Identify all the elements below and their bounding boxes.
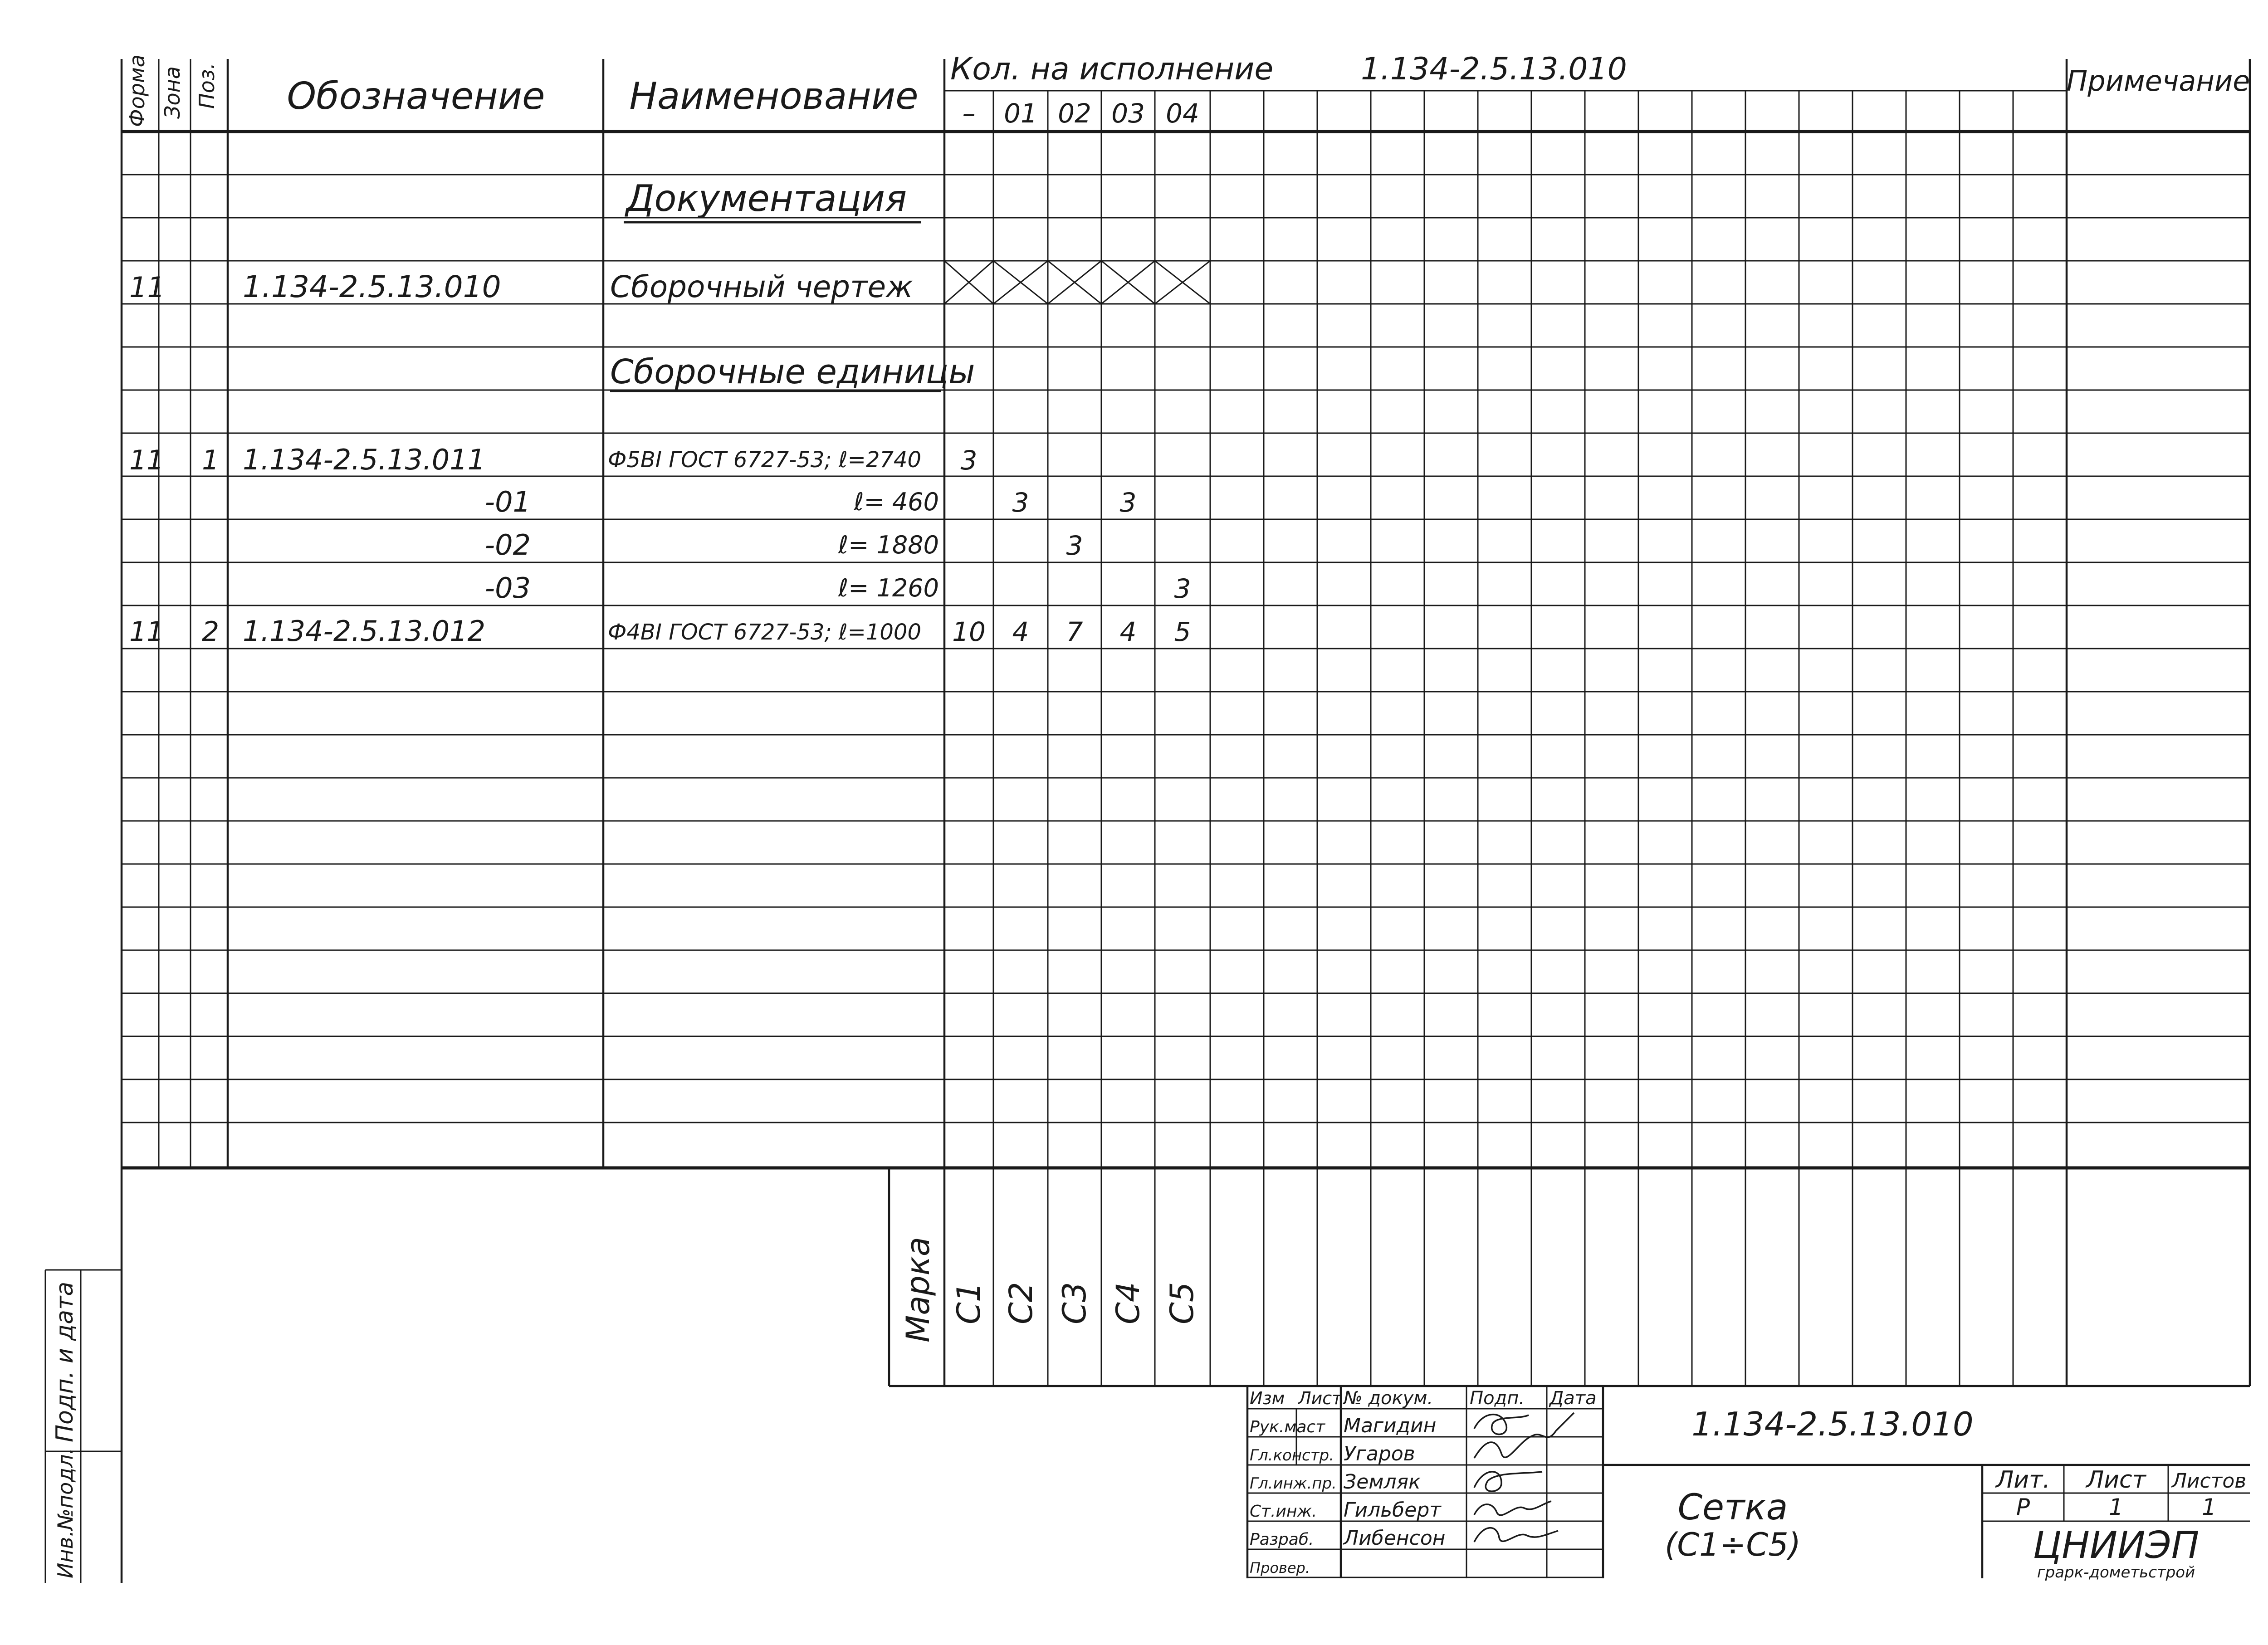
marka-c1: С1 xyxy=(950,1282,987,1324)
marka-c3: С3 xyxy=(1056,1282,1093,1324)
tb-role-3: Гл.инж.пр. xyxy=(1250,1474,1337,1493)
margin-podp-data: Подп. и дата xyxy=(51,1281,78,1442)
row5-qty-base: 10 xyxy=(952,616,986,647)
tb-role-5: Разраб. xyxy=(1250,1530,1314,1549)
tb-name-4: Гильберт xyxy=(1344,1499,1441,1522)
row2-qty-01: 3 xyxy=(1012,487,1029,518)
tb-list-label: Лист xyxy=(2086,1466,2146,1494)
tb-org-sub: грарк-дометьстрой xyxy=(2037,1563,2195,1582)
signatures xyxy=(1474,1413,1574,1542)
variant-header-3: 02 xyxy=(1058,98,1091,129)
row5-code: 1.134-2.5.13.012 xyxy=(243,615,486,648)
row5-qty-04: 5 xyxy=(1174,616,1191,647)
row2-code: -01 xyxy=(484,485,531,518)
tb-role-6: Провер. xyxy=(1250,1559,1310,1577)
row1-format: 11 xyxy=(129,444,164,476)
tb-name-1: Магидин xyxy=(1344,1414,1437,1437)
header-forma: Форма xyxy=(125,54,149,127)
tb-header-data: Дата xyxy=(1549,1388,1597,1409)
header-poz: Поз. xyxy=(195,63,219,109)
row3-code: -02 xyxy=(484,528,531,561)
tb-header-list: Лист xyxy=(1298,1388,1342,1408)
variant-header-2: 01 xyxy=(1004,98,1037,129)
row-sb-format: 11 xyxy=(129,271,165,304)
section-assembly-units: Сборочные единицы xyxy=(610,352,975,391)
header-naimenovanie: Наименование xyxy=(629,75,919,118)
row4-name: ℓ= 1260 xyxy=(838,574,939,602)
row5-poz: 2 xyxy=(202,616,220,648)
row3-name: ℓ= 1880 xyxy=(838,531,939,559)
tb-listov-label: Листов xyxy=(2171,1469,2247,1493)
variant-header-1: – xyxy=(962,98,976,129)
variant-header-4: 03 xyxy=(1111,98,1145,129)
tb-name-2: Угаров xyxy=(1344,1442,1415,1465)
header-kol-label: Кол. на исполнение xyxy=(950,51,1274,87)
tb-title-1: Сетка xyxy=(1677,1487,1788,1528)
row1-poz: 1 xyxy=(202,444,220,476)
row4-code: -03 xyxy=(484,571,531,605)
row5-qty-01: 4 xyxy=(1012,616,1029,647)
marka-c5: С5 xyxy=(1163,1282,1201,1324)
header-oboznachenie: Обозначение xyxy=(287,75,545,118)
variant-header-5: 04 xyxy=(1166,98,1199,129)
tb-name-3: Земляк xyxy=(1344,1470,1421,1494)
tb-role-4: Ст.инж. xyxy=(1250,1502,1317,1521)
header-primechanie: Примечание xyxy=(2066,64,2250,98)
tb-listov-value: 1 xyxy=(2202,1494,2216,1520)
tb-header-doc: № докум. xyxy=(1344,1388,1433,1409)
tb-org: ЦНИИЭП xyxy=(2033,1524,2200,1567)
row1-qty-base: 3 xyxy=(960,445,978,476)
row1-name: Ф5ВI ГОСТ 6727-53; ℓ=2740 xyxy=(608,447,922,473)
tb-list-value: 1 xyxy=(2109,1494,2123,1520)
tb-header-podp: Подп. xyxy=(1470,1388,1525,1409)
tb-lit-label: Лит. xyxy=(1996,1466,2050,1494)
tb-role-2: Гл.констр. xyxy=(1250,1446,1334,1464)
tb-role-1: Рук.маст xyxy=(1250,1418,1325,1436)
marka-c2: С2 xyxy=(1002,1282,1040,1324)
row-sb-name: Сборочный чертеж xyxy=(610,269,913,304)
tb-title-2: (С1÷С5) xyxy=(1664,1526,1801,1563)
marka-c4: С4 xyxy=(1110,1282,1147,1324)
row5-format: 11 xyxy=(129,616,164,648)
tb-doc-number: 1.134-2.5.13.010 xyxy=(1691,1405,1974,1443)
header-zona: Зона xyxy=(160,66,185,119)
tb-header-izm: Изм xyxy=(1250,1388,1285,1408)
row2-qty-03: 3 xyxy=(1119,487,1137,518)
row5-name: Ф4ВI ГОСТ 6727-53; ℓ=1000 xyxy=(608,620,922,645)
header-kol-code: 1.134-2.5.13.010 xyxy=(1361,51,1627,87)
section-documentation: Документация xyxy=(626,177,907,220)
margin-inv-podl: Инв.№подл. xyxy=(53,1447,78,1578)
tb-name-5: Либенсон xyxy=(1344,1527,1446,1550)
row1-code: 1.134-2.5.13.011 xyxy=(243,443,486,476)
row5-qty-03: 4 xyxy=(1119,616,1137,647)
row3-qty-02: 3 xyxy=(1066,530,1083,561)
row-sb-code: 1.134-2.5.13.010 xyxy=(243,269,501,304)
row5-qty-02: 7 xyxy=(1066,616,1083,647)
row4-qty-04: 3 xyxy=(1174,573,1191,604)
row2-name: ℓ= 460 xyxy=(854,488,939,516)
tb-lit-value: Р xyxy=(2016,1494,2030,1520)
marka-label: Марка xyxy=(899,1237,937,1342)
